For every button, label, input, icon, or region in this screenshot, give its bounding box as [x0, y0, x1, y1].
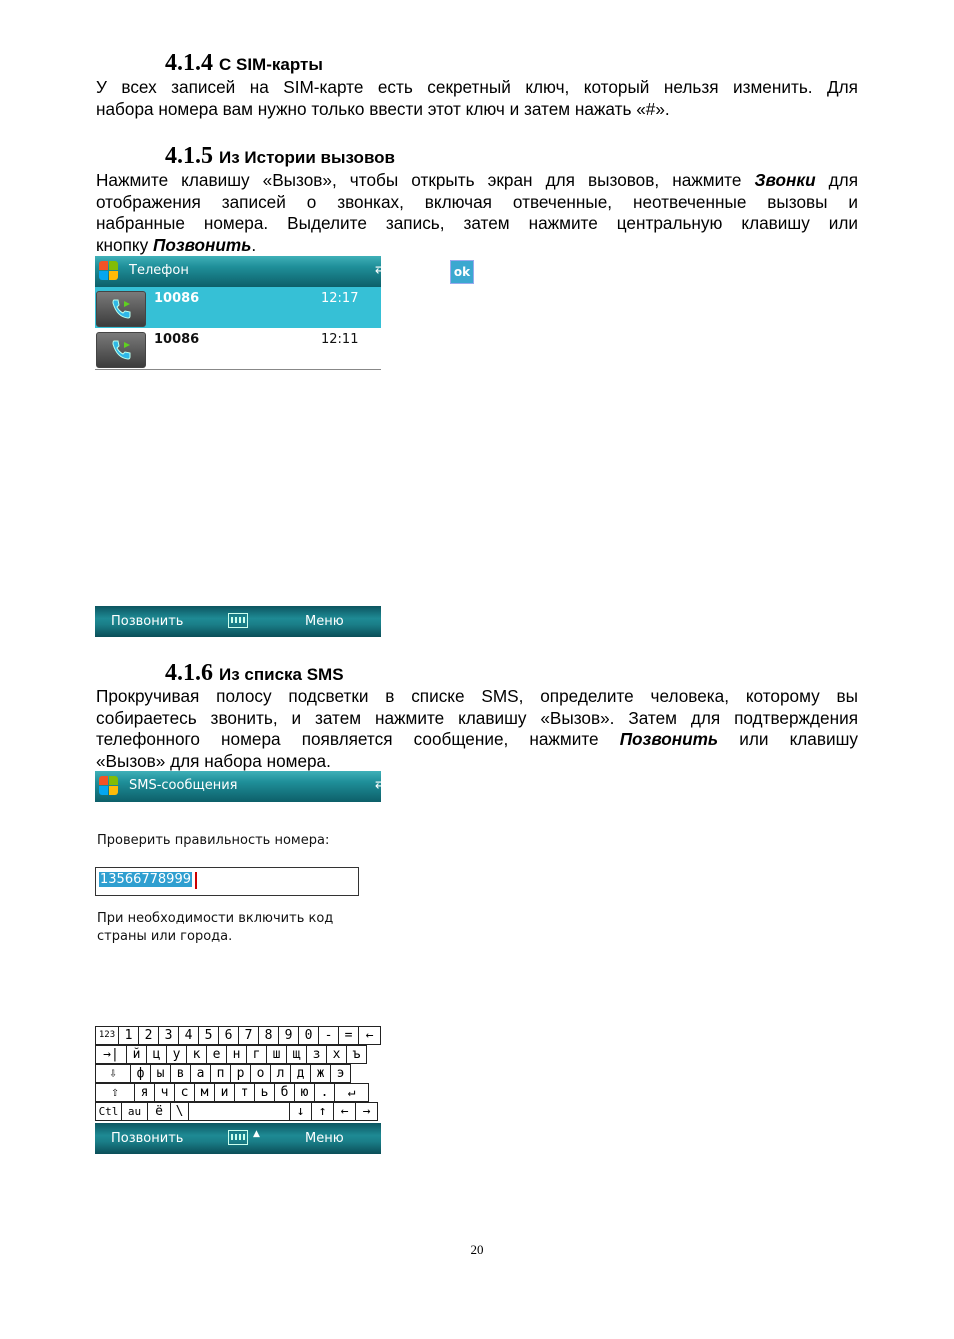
paragraph-line: кнопку Позвонить.	[96, 234, 257, 255]
key[interactable]: 1	[118, 1026, 139, 1045]
section-heading-4-1-6	[165, 660, 344, 687]
arrow-left-key[interactable]: ←	[333, 1102, 356, 1121]
emphasis-call-button: Позвонить	[152, 234, 252, 255]
key[interactable]: 0	[298, 1026, 319, 1045]
call-time: 12:17	[321, 291, 359, 306]
key[interactable]: ц	[146, 1045, 167, 1064]
page-number: 20	[470, 1242, 484, 1257]
key[interactable]: 4	[178, 1026, 199, 1045]
paragraph-line: отображения записей о звонках, включая отвеченные, неотвеченные вызовы и	[96, 191, 858, 212]
keyboard-row	[95, 1064, 350, 1083]
key[interactable]: а	[190, 1064, 211, 1083]
space-key[interactable]	[188, 1102, 290, 1121]
key[interactable]: х	[326, 1045, 347, 1064]
key[interactable]: д	[290, 1064, 311, 1083]
key[interactable]: м	[194, 1083, 215, 1102]
phone-title: Телефон	[129, 263, 189, 278]
call-list-item[interactable]	[95, 287, 381, 328]
key[interactable]: ч	[154, 1083, 175, 1102]
arrow-down-key[interactable]: ↓	[289, 1102, 312, 1121]
paragraph-line: телефонного номера появляется сообщение, нажмите Позвонить или клавишу	[96, 729, 858, 749]
emphasis-call-button: Позвонить	[619, 729, 719, 749]
key[interactable]: =	[338, 1026, 359, 1045]
arrow-right-key[interactable]: →	[355, 1102, 378, 1121]
call-time: 12:11	[321, 332, 359, 347]
call-icon	[96, 332, 146, 368]
key[interactable]: ю	[294, 1083, 315, 1102]
connectivity-icon: ⇄	[375, 262, 386, 277]
windows-start-icon[interactable]	[99, 261, 119, 281]
hint-text-line: При необходимости включить код	[97, 911, 334, 926]
section-title: Из списка SMS	[219, 665, 344, 684]
paragraph-line: набора номера вам нужно только ввести этот ключ и затем нажать «#».	[96, 98, 670, 119]
phone-number-input[interactable]	[95, 867, 359, 896]
key[interactable]: 2	[138, 1026, 159, 1045]
softkey-call[interactable]: Позвонить	[111, 1131, 184, 1146]
keyboard-icon[interactable]	[228, 613, 248, 628]
key[interactable]: ф	[130, 1064, 151, 1083]
tab-key[interactable]: →|	[95, 1045, 127, 1064]
phone-softkey-bar	[95, 606, 381, 637]
key[interactable]: 123	[95, 1026, 119, 1045]
phone-title-bar	[95, 256, 471, 287]
key[interactable]: ш	[266, 1045, 287, 1064]
key[interactable]: й	[126, 1045, 147, 1064]
key[interactable]: 5	[198, 1026, 219, 1045]
keyboard-up-arrow-icon[interactable]: ▲	[253, 1129, 260, 1139]
enter-key[interactable]: ↵	[334, 1083, 369, 1102]
windows-start-icon[interactable]	[99, 776, 119, 796]
key[interactable]: 9	[278, 1026, 299, 1045]
key[interactable]: б	[274, 1083, 295, 1102]
sms-title-bar	[95, 771, 430, 802]
paragraph-sim	[96, 77, 858, 120]
key[interactable]: н	[226, 1045, 247, 1064]
key[interactable]: \	[170, 1102, 189, 1121]
paragraph-line: набранные номера. Выделите запись, затем нажмите центральную клавишу или	[96, 213, 858, 233]
key[interactable]: г	[246, 1045, 267, 1064]
key[interactable]: -	[318, 1026, 339, 1045]
key[interactable]: э	[330, 1064, 351, 1083]
backspace-key[interactable]: ←	[358, 1026, 381, 1045]
verify-number-prompt: Проверить правильность номера:	[97, 833, 330, 848]
key[interactable]: в	[170, 1064, 191, 1083]
softkey-menu[interactable]: Меню	[305, 1131, 344, 1146]
key[interactable]: ъ	[346, 1045, 367, 1064]
section-number: 4.1.6	[165, 660, 213, 686]
section-title: Из Истории вызовов	[219, 148, 396, 167]
paragraph-line: собираетесь звонить, и затем нажмите клавишу «Вызов». Затем для подтверждения	[96, 707, 858, 728]
call-number: 10086	[154, 332, 200, 347]
key[interactable]: я	[134, 1083, 155, 1102]
volume-icon: ◀	[420, 777, 430, 792]
keyboard-row	[95, 1026, 380, 1045]
keyboard-icon[interactable]	[228, 1130, 248, 1145]
section-title: С SIM-карты	[219, 55, 323, 74]
key[interactable]: п	[210, 1064, 231, 1083]
section-heading-4-1-4	[165, 50, 323, 77]
hint-text-line: страны или города.	[97, 929, 233, 944]
section-number: 4.1.4	[165, 50, 213, 76]
paragraph-history	[96, 170, 858, 256]
sms-title: SMS-сообщения	[129, 778, 238, 793]
paragraph-line: Прокручивая полосу подсветки в списке SMS, определите человека, которому вы	[96, 686, 858, 706]
volume-icon: ◀	[420, 262, 430, 277]
paragraph-sms	[96, 686, 858, 772]
keyboard-row	[95, 1102, 377, 1121]
paragraph-line: «Вызов» для набора номера.	[96, 750, 331, 771]
key[interactable]: 6	[218, 1026, 239, 1045]
paragraph-line: Нажмите клавишу «Вызов», чтобы открыть экран для вызовов, нажмите Звонки для	[96, 170, 859, 190]
key[interactable]: щ	[286, 1045, 307, 1064]
key[interactable]: ь	[254, 1083, 275, 1102]
key[interactable]: о	[250, 1064, 271, 1083]
sms-softkey-bar	[95, 1123, 381, 1154]
section-heading-4-1-5	[165, 143, 395, 170]
key[interactable]: ж	[310, 1064, 331, 1083]
key[interactable]: .	[314, 1083, 335, 1102]
softkey-menu[interactable]: Меню	[305, 614, 344, 629]
key[interactable]: р	[230, 1064, 251, 1083]
key[interactable]: и	[214, 1083, 235, 1102]
key[interactable]: з	[306, 1045, 327, 1064]
arrow-up-key[interactable]: ↑	[311, 1102, 334, 1121]
ctrl-key[interactable]: Ctl	[95, 1102, 122, 1121]
softkey-call[interactable]: Позвонить	[111, 614, 184, 629]
caps-key[interactable]: ⇩	[95, 1064, 131, 1083]
key[interactable]: ё	[147, 1102, 171, 1121]
call-icon	[96, 291, 146, 327]
call-list-item[interactable]	[95, 328, 381, 370]
au-key[interactable]: au	[121, 1102, 148, 1121]
paragraph-line: У всех записей на SIM-карте есть секретный ключ, который нельзя изменить. Для	[96, 77, 858, 97]
key[interactable]: у	[166, 1045, 187, 1064]
connectivity-icon: ⇄	[375, 777, 386, 792]
key[interactable]: с	[174, 1083, 195, 1102]
signal-icon: Y	[398, 777, 406, 792]
shift-key[interactable]: ⇧	[95, 1083, 135, 1102]
signal-icon: Y	[398, 262, 406, 277]
key[interactable]: 8	[258, 1026, 279, 1045]
on-screen-keyboard	[95, 1026, 381, 1123]
key[interactable]: ы	[150, 1064, 171, 1083]
keyboard-row	[95, 1083, 368, 1102]
key[interactable]: 7	[238, 1026, 259, 1045]
key[interactable]: л	[270, 1064, 291, 1083]
call-number: 10086	[154, 291, 200, 306]
key[interactable]: к	[186, 1045, 207, 1064]
keyboard-row	[95, 1045, 366, 1064]
key[interactable]: 3	[158, 1026, 179, 1045]
key[interactable]: т	[234, 1083, 255, 1102]
phone-number-value: 13566778999	[100, 872, 191, 887]
emphasis-calls: Звонки	[754, 170, 816, 190]
section-number: 4.1.5	[165, 143, 213, 169]
ok-button[interactable]: ok	[450, 260, 474, 284]
key[interactable]: е	[206, 1045, 227, 1064]
text-caret	[195, 872, 197, 889]
